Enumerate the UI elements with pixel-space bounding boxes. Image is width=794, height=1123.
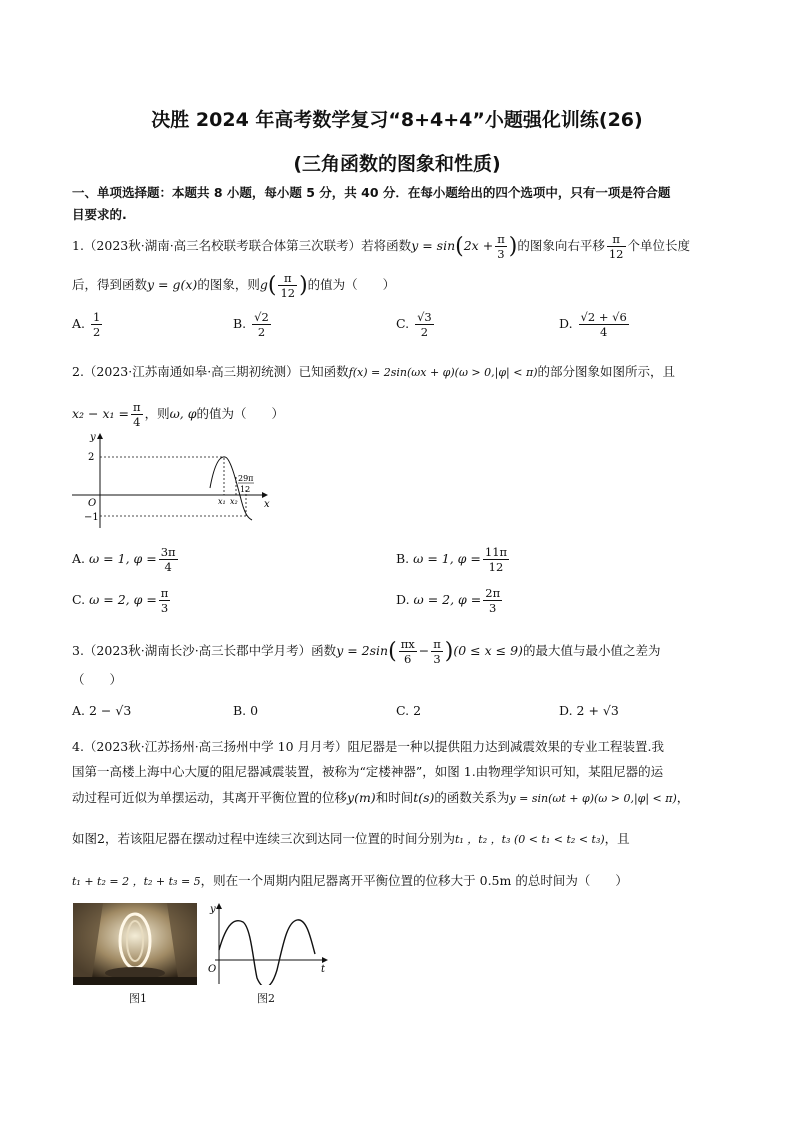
q2-func: f(x) = 2sin(ωx + φ)(ω > 0,|φ| < π) xyxy=(348,366,538,379)
q4-l3-a: 动过程可近似为单摆运动，其离开平衡位置的位移 xyxy=(72,790,348,805)
q4-l4-b: t₁ ，t₂ ，t₃ (0 < t₁ < t₂ < t₃) xyxy=(454,833,605,846)
q3-range: (0 ≤ x ≤ 9) xyxy=(453,643,523,658)
q2-option-c-den: 3 xyxy=(160,601,169,615)
q1-option-c-num: √3 xyxy=(417,310,432,324)
q2-option-a-num: 3π xyxy=(160,545,176,559)
section-header-cont: 目要求的. xyxy=(72,207,127,222)
q2-x1-label: x₁ xyxy=(218,497,226,506)
q1-prefix: 1.（2023秋·湖南·高三名校联考联合体第三次联考）若将函数 xyxy=(72,238,412,253)
q1-b-suffix: 的值为（ ） xyxy=(307,277,396,292)
q3-option-c-label: C. xyxy=(396,703,410,718)
page-subtitle: (三角函数的图象和性质) xyxy=(293,153,501,175)
q2-expr: x₂ − x₁ = xyxy=(72,406,129,421)
q1-mid: 的图象向右平移 xyxy=(517,238,605,253)
q3-option-c-text: 2 xyxy=(413,703,422,718)
q1-shift-num: π xyxy=(607,232,626,247)
q1-arg: 2x + xyxy=(463,238,494,253)
damper-photo xyxy=(73,903,197,985)
q1-line2: 后，得到函数y = g(x)的图象，则g( $\frac{\pi}{12}$ )的值为（ ） xyxy=(72,271,396,300)
q2-option-a[interactable] xyxy=(72,545,180,574)
q2-expr-num: π xyxy=(133,400,141,414)
q4-line1: 4.（2023秋·江苏扬州·高三扬州中学 10 月月考）阻尼器是一种以提供阻力达到减震效果的专业工程装置.我 xyxy=(72,739,665,754)
fig2-caption: 图2 xyxy=(257,992,275,1005)
q4-line3 xyxy=(72,788,689,806)
q4-l3-f: y = sin(ωt + φ)(ω > 0,|φ| < π) xyxy=(509,792,677,805)
q2-vars: ω, φ xyxy=(169,406,197,421)
q1-arg-den: 3 xyxy=(497,247,505,261)
q1-b-num: π xyxy=(278,271,297,286)
q2-option-a-den: 4 xyxy=(164,560,172,574)
q2-tick-bottom: −1 xyxy=(84,512,99,523)
q2-line2 xyxy=(72,400,284,429)
q2-mid: ，则 xyxy=(144,406,170,421)
q2-option-d-den: 3 xyxy=(489,601,497,615)
q2-tick-top: 2 xyxy=(88,452,95,463)
q1-option-a-label: A. xyxy=(72,316,86,331)
q4-l4-c: ，且 xyxy=(604,831,630,846)
q3-option-b[interactable] xyxy=(233,703,258,718)
q3-suffix: 的最大值与最小值之差为 xyxy=(522,643,661,658)
q2-option-d[interactable] xyxy=(396,586,504,615)
q2-option-b[interactable] xyxy=(396,545,511,574)
q2-option-d-label: D. xyxy=(396,592,410,607)
q3-option-b-text: 0 xyxy=(250,703,259,718)
q4-line5 xyxy=(72,871,628,889)
q2-option-d-num: 2π xyxy=(485,586,501,600)
q1-option-c[interactable] xyxy=(396,310,436,339)
fig1-caption: 图1 xyxy=(129,992,147,1005)
q1-b-g: g xyxy=(259,277,268,292)
q2-option-a-pre: ω = 1, φ = xyxy=(89,551,157,566)
q3-prefix: 3.（2023秋·湖南长沙·高三长郡中学月考）函数 xyxy=(72,643,337,658)
q4-l3-g: ， xyxy=(676,790,690,805)
q3-option-d[interactable] xyxy=(559,703,619,718)
q3-line2: （ ） xyxy=(72,672,123,687)
q2-x-label: x xyxy=(264,499,270,510)
q2-option-b-pre: ω = 1, φ = xyxy=(413,551,481,566)
q4-l4-a: 如图2，若该阻尼器在摆动过程中连续三次到达同一位置的时间分别为 xyxy=(72,831,455,846)
q1-option-b[interactable] xyxy=(233,310,273,339)
q1-line1: 1.（2023秋·湖南·高三名校联考联合体第三次联考）若将函数y = sin(2x + $\frac{\pi}{3}$ )的图象向右平移 $\frac{\pi}{12}$ 个单位长度 xyxy=(72,232,691,261)
q2-x2-label: x₂ xyxy=(230,497,238,506)
section-header: 一、单项选择题：本题共 8 小题，每小题 5 分，共 40 分．在每小题给出的四个选项中，只有一项是符合题 xyxy=(72,185,671,200)
q3-den2: 3 xyxy=(433,652,441,666)
q3-option-d-text: 2 + √3 xyxy=(576,703,619,718)
q3-option-a-text: 2 − √3 xyxy=(89,703,132,718)
q4-line4 xyxy=(72,829,630,847)
q1-option-d-label: D. xyxy=(559,316,573,331)
fig2-graph xyxy=(205,900,330,985)
q1-option-b-num: √2 xyxy=(254,310,269,324)
q1-b-den: 12 xyxy=(280,286,296,300)
q4-l5-a: t₁ + t₂ = 2 ，t₂ + t₃ = 5 xyxy=(72,875,201,888)
q2-option-c-num: π xyxy=(160,586,169,600)
fig2-sine-curve xyxy=(219,920,315,985)
fig2-t-label: t xyxy=(321,964,326,975)
q2-annot-den: 12 xyxy=(240,485,251,494)
q1-option-d[interactable] xyxy=(559,310,631,339)
q4-l3-d: t(s) xyxy=(413,790,435,805)
q1-b-prefix: 后，得到函数 xyxy=(72,277,148,292)
q3-line1: 3.（2023秋·湖南长沙·高三长郡中学月考）函数y = 2sin( $\frac{\pi x}{6}$ − $\frac{\pi}{3}$ )(0 ≤ x ≤ 9)的最大值与最小值之差为 xyxy=(72,637,661,666)
q3-func: y = 2sin xyxy=(336,643,389,658)
q3-den1: 6 xyxy=(404,652,412,666)
q1-option-b-den: 2 xyxy=(257,325,266,339)
q2-b-suffix: 的值为（ ） xyxy=(196,406,284,421)
q1-b-func: y = g(x) xyxy=(147,277,198,292)
q4-l5-b: ，则在一个周期内阻尼器离开平衡位置的位移大于 0.5m 的总时间为（ ） xyxy=(200,873,628,888)
q3-option-a[interactable] xyxy=(72,703,131,718)
q2-option-b-label: B. xyxy=(396,551,410,566)
q1-option-d-den: 4 xyxy=(600,325,608,339)
q2-prefix: 2.（2023·江苏南通如皋·高三期初统测）已知函数 xyxy=(72,364,349,379)
q4-l3-b: y(m) xyxy=(347,790,376,805)
q4-l3-e: 的函数关系为 xyxy=(434,790,510,805)
q2-line1 xyxy=(72,362,675,380)
q2-option-c-label: C. xyxy=(72,592,86,607)
q1-arg-num: π xyxy=(497,232,505,246)
q2-graph xyxy=(72,430,277,530)
fig2-origin: O xyxy=(208,964,217,975)
q2-option-d-pre: ω = 2, φ = xyxy=(413,592,482,607)
q3-option-c[interactable] xyxy=(396,703,421,718)
q1-option-d-num: √2 + √6 xyxy=(580,310,627,324)
q2-suffix: 的部分图象如图所示，且 xyxy=(537,364,675,379)
q1-b-mid: 的图象，则 xyxy=(197,277,260,292)
q2-option-c-pre: ω = 2, φ = xyxy=(89,592,157,607)
q2-annot-num: 29π xyxy=(238,474,254,483)
q1-option-a-den: 2 xyxy=(93,325,101,339)
q1-option-b-label: B. xyxy=(233,316,247,331)
q4-l3-c: 和时间 xyxy=(375,790,414,805)
q3-option-b-label: B. xyxy=(233,703,247,718)
fig2-y-label: y xyxy=(210,904,216,915)
q3-num2: π xyxy=(433,637,441,651)
q2-origin: O xyxy=(88,498,97,509)
q2-expr-den: 4 xyxy=(133,415,141,429)
q1-func: y = sin xyxy=(411,238,456,253)
q2-option-b-den: 12 xyxy=(488,560,504,574)
page-title: 决胜 2024 年高考数学复习“8+4+4”小题强化训练(26) xyxy=(151,109,643,131)
q2-option-a-label: A. xyxy=(72,551,86,566)
q3-minus: − xyxy=(418,643,430,658)
q1-option-c-label: C. xyxy=(396,316,410,331)
q1-shift-den: 12 xyxy=(608,247,624,261)
q1-option-c-den: 2 xyxy=(420,325,429,339)
q4-line2: 国第一高楼上海中心大厦的阻尼器减震装置，被称为“定楼神器”，如图 1.由物理学知识可知，某阻尼器的运 xyxy=(72,764,664,779)
q2-option-b-num: 11π xyxy=(484,545,508,559)
q3-option-d-label: D. xyxy=(559,703,573,718)
q3-option-a-label: A. xyxy=(72,703,86,718)
q2-y-label: y xyxy=(90,432,96,443)
q3-num1: πx xyxy=(400,637,415,651)
q2-option-c[interactable] xyxy=(72,586,172,615)
q1-option-a[interactable] xyxy=(72,310,104,339)
q1-suffix: 个单位长度 xyxy=(627,238,691,253)
q1-option-a-num: 1 xyxy=(93,310,101,324)
